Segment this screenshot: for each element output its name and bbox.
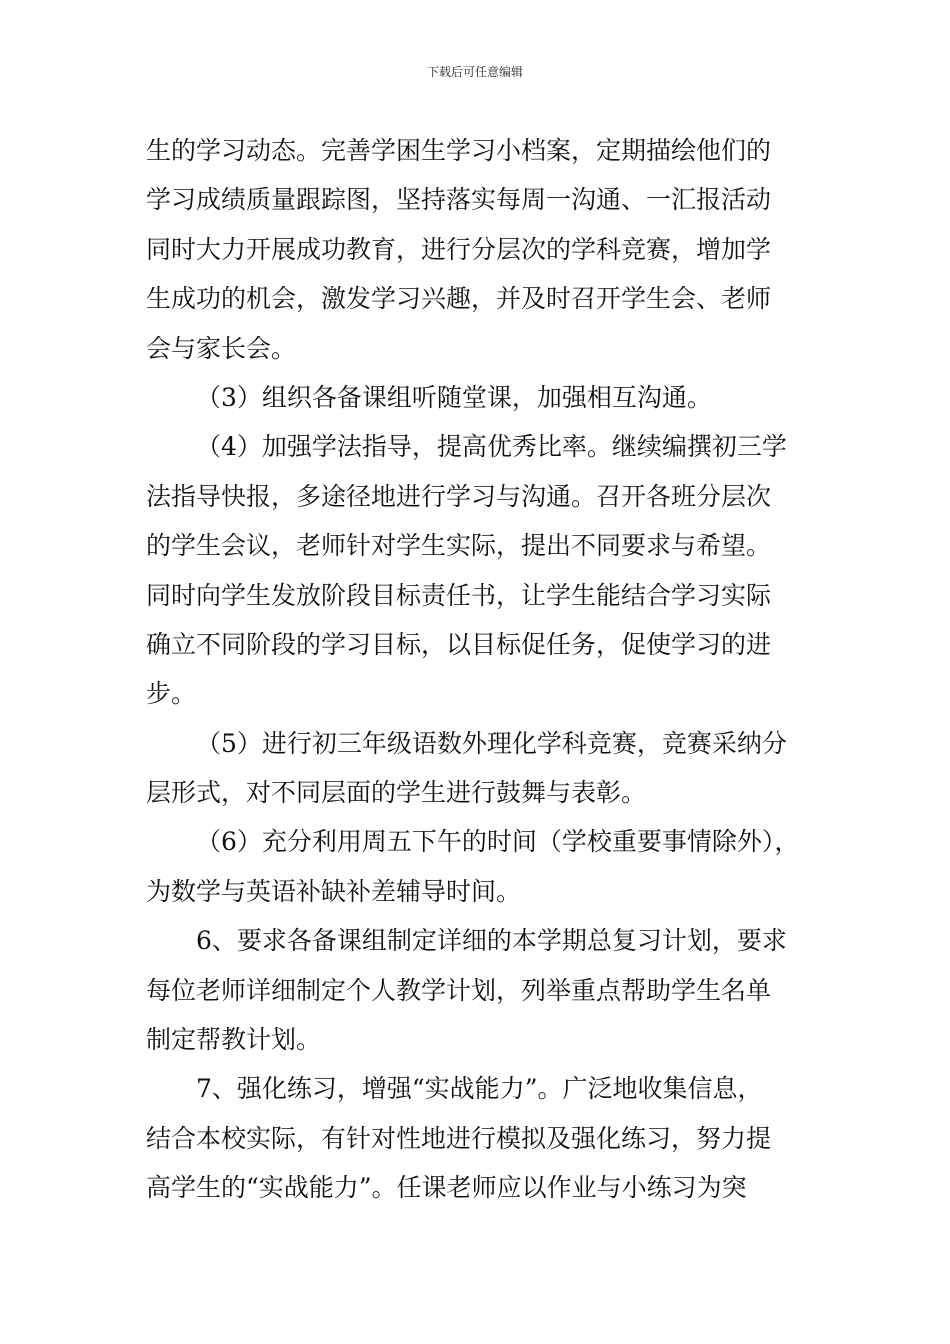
text-line: 每位老师详细制定个人教学计划，列举重点帮助学生名单: [146, 975, 772, 1005]
text-line: 步。: [146, 679, 197, 709]
text-line: 会与家长会。: [146, 333, 297, 363]
text-line: 6、要求各备课组制定详细的本学期总复习计划，要求: [196, 926, 787, 956]
text-line: 为数学与英语补缺补差辅导时间。: [146, 876, 522, 906]
text-line: 的学生会议，老师针对学生实际，提出不同要求与希望。: [146, 531, 772, 561]
text-line: 制定帮教计划。: [146, 1025, 322, 1055]
text-line: （6）充分利用周五下午的时间（学校重要事情除外），: [196, 827, 800, 857]
text-line: 高学生的“实战能力”。任课老师应以作业与小练习为突: [146, 1173, 747, 1203]
text-line: 法指导快报，多途径地进行学习与沟通。召开各班分层次: [146, 481, 772, 511]
text-line: 层形式，对不同层面的学生进行鼓舞与表彰。: [146, 778, 647, 808]
document-body: [146, 126, 816, 1213]
text-line: 学习成绩质量跟踪图，坚持落实每周一沟通、一汇报活动: [146, 185, 772, 215]
text-line: 结合本校实际，有针对性地进行模拟及强化练习，努力提: [146, 1123, 772, 1153]
page-header-note: 下载后可任意编辑: [426, 65, 523, 79]
text-line: （4）加强学法指导，提高优秀比率。继续编撰初三学: [196, 432, 787, 462]
text-line: 7、强化练习，增强“实战能力”。广泛地收集信息，: [196, 1074, 763, 1104]
text-line: （5）进行初三年级语数外理化学科竞赛，竞赛采纳分: [196, 728, 787, 758]
text-line: 确立不同阶段的学习目标，以目标促任务，促使学习的进: [146, 629, 772, 659]
text-line: 同时大力开展成功教育，进行分层次的学科竞赛，增加学: [146, 234, 772, 264]
text-line: 同时向学生发放阶段目标责任书，让学生能结合学习实际: [146, 580, 772, 610]
text-line: 生的学习动态。完善学困生学习小档案，定期描绘他们的: [146, 136, 772, 165]
text-line: 生成功的机会，激发学习兴趣，并及时召开学生会、老师: [146, 284, 772, 314]
text-line: （3）组织各备课组听随堂课，加强相互沟通。: [196, 382, 712, 412]
